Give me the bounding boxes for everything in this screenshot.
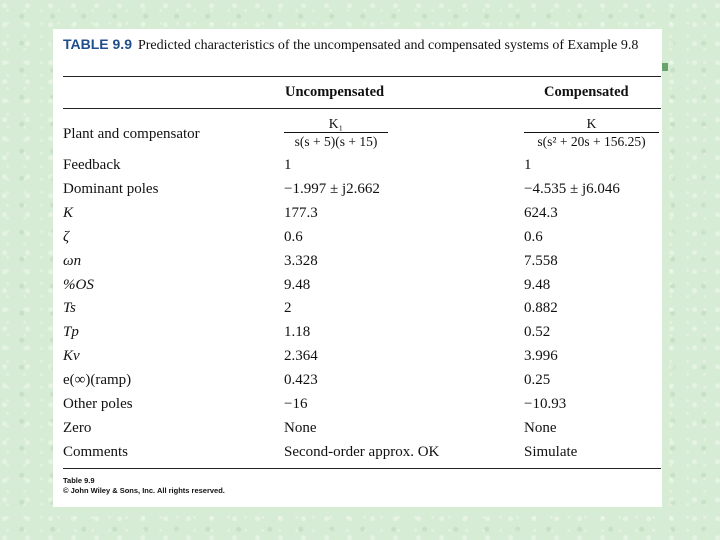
cell-uncompensated: −16 (284, 396, 308, 412)
fraction-compensated (524, 115, 659, 150)
row-label: Other poles (63, 396, 133, 412)
cell-compensated: None (524, 419, 557, 436)
table-row (53, 324, 662, 348)
row-label: Feedback (63, 157, 121, 173)
table-row (53, 277, 662, 301)
row-label: ωn (63, 252, 82, 269)
bottom-rule (63, 468, 661, 469)
table-row (53, 444, 662, 468)
fraction-denominator: s(s² + 20s + 156.25) (537, 134, 646, 149)
table-row (53, 181, 662, 205)
table-row (53, 205, 662, 229)
table-number: TABLE 9.9 (63, 36, 132, 52)
cell-compensated: 3.996 (524, 348, 558, 365)
column-header-uncompensated: Uncompensated (285, 84, 385, 100)
top-rule (63, 76, 661, 77)
cell-compensated: −4.535 ± j6.046 (524, 180, 620, 197)
row-label: %OS (63, 276, 94, 293)
row-label-plant: Plant and compensator (63, 126, 200, 142)
header-rule (63, 108, 661, 109)
row-label: Zero (63, 419, 92, 436)
row-label: Dominant poles (63, 180, 159, 197)
table-row (53, 420, 662, 444)
fraction-denominator: s(s + 5)(s + 15) (294, 134, 378, 149)
fraction-uncompensated (284, 115, 388, 150)
cell-compensated: 0.52 (524, 324, 551, 341)
table-title: Predicted characteristics of the uncompensated and compensated systems of Example 9.8 (137, 38, 639, 53)
row-label: Kv (63, 348, 80, 365)
row-label: Ts (63, 300, 76, 317)
cell-uncompensated: 177.3 (284, 204, 318, 221)
cell-compensated: 0.25 (524, 372, 551, 389)
cell-uncompensated: Second-order approx. OK (284, 443, 440, 460)
row-label: e(∞)(ramp) (63, 372, 132, 389)
cell-compensated: 7.558 (524, 252, 558, 269)
table-row (53, 253, 662, 277)
cell-compensated: 1 (524, 157, 532, 173)
cell-compensated: 0.6 (524, 228, 543, 245)
cell-compensated: 9.48 (524, 276, 551, 293)
table-row (53, 372, 662, 396)
cell-compensated: Simulate (524, 443, 578, 460)
cell-uncompensated: 9.48 (284, 276, 311, 293)
cell-compensated: −10.93 (524, 396, 567, 412)
cell-uncompensated: 3.328 (284, 252, 318, 269)
cell-uncompensated: −1.997 ± j2.662 (284, 180, 380, 197)
footnote-table-label: Table 9.9 (63, 476, 95, 485)
table-caption (63, 35, 658, 55)
table-footnote (63, 476, 225, 496)
fraction-numerator: K₁ (328, 116, 344, 131)
cell-compensated: 0.882 (524, 300, 558, 317)
table-row (53, 348, 662, 372)
table-row (53, 157, 662, 181)
row-label: ζ (63, 228, 70, 245)
cell-uncompensated: 1.18 (284, 324, 311, 341)
fraction-numerator: K (586, 116, 597, 131)
row-label: K (63, 204, 74, 221)
column-header-compensated: Compensated (544, 84, 629, 100)
table-row (53, 396, 662, 420)
table-card (53, 29, 662, 507)
cell-uncompensated: 2 (284, 300, 292, 317)
cell-uncompensated: 0.6 (284, 228, 303, 245)
row-label: Comments (63, 443, 129, 460)
table-row (53, 300, 662, 324)
cell-uncompensated: 1 (284, 157, 292, 173)
row-label: Tp (63, 324, 79, 341)
cell-uncompensated: 0.423 (284, 372, 318, 389)
table-row (53, 229, 662, 253)
cell-compensated: 624.3 (524, 204, 558, 221)
cell-uncompensated: None (284, 419, 317, 436)
cell-uncompensated: 2.364 (284, 348, 318, 365)
footnote-copyright: © John Wiley & Sons, Inc. All rights reserved. (63, 486, 225, 495)
